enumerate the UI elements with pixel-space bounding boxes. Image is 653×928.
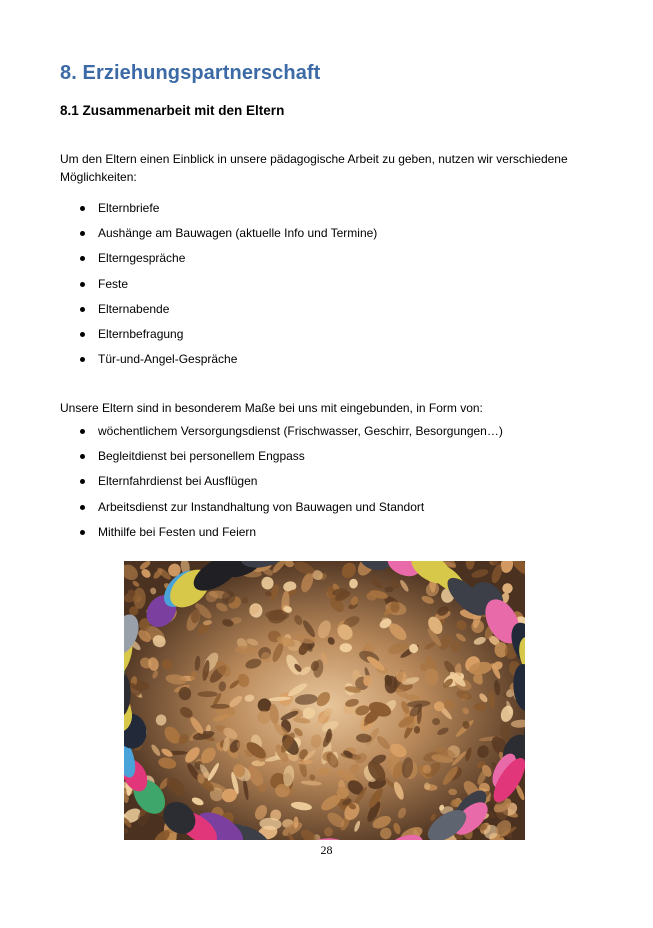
bullet-icon (80, 505, 85, 510)
list-item (60, 226, 377, 241)
bullet-icon (80, 256, 85, 261)
list-item (60, 449, 503, 464)
list-item (60, 201, 377, 216)
leaf (197, 691, 217, 697)
involvement-paragraph: Unsere Eltern sind in besonderem Maße bei uns mit eingebunden, in Form von: (60, 401, 483, 415)
section-heading: 8. Erziehungspartnerschaft (60, 62, 321, 84)
photo-image (124, 561, 525, 840)
list-item (60, 327, 377, 342)
list-item-text: Elterngespräche (98, 251, 186, 266)
list-item-text: Arbeitsdienst zur Instandhaltung von Bauwagen und Standort (98, 499, 425, 514)
list-item (60, 251, 377, 266)
list-item (60, 277, 377, 292)
list-item-text: Mithilfe bei Festen und Feiern (98, 524, 257, 539)
list-item-text: Aushänge am Bauwagen (aktuelle Info und Termine) (98, 226, 378, 241)
bullet-icon (80, 530, 85, 535)
list-item (60, 352, 377, 367)
list-item (60, 302, 377, 317)
list-item-text: Feste (98, 276, 129, 291)
leaf (261, 652, 271, 662)
leaf (474, 703, 486, 711)
bullet-icon (80, 429, 85, 434)
bullet-icon (80, 231, 85, 236)
bullet-icon (80, 357, 85, 362)
list-item (60, 424, 503, 439)
bullet-icon (80, 206, 85, 211)
photo-shoes-in-leaves (124, 561, 525, 840)
page-number: 28 (320, 843, 333, 857)
subsection-heading: 8.1 Zusammenarbeit mit den Eltern (60, 103, 285, 118)
involvement-list (60, 424, 503, 550)
bullet-icon (80, 454, 85, 459)
list-item-text: Elternbriefe (98, 201, 160, 215)
list-item-text: Elternbefragung (98, 326, 184, 341)
bullet-icon (80, 307, 85, 312)
bullet-icon (80, 282, 85, 287)
list-item (60, 500, 503, 515)
list-item-text: Elternabende (98, 301, 170, 316)
list-item-text: Elternfahrdienst bei Ausflügen (98, 474, 258, 489)
list-item (60, 474, 503, 489)
bullet-icon (80, 479, 85, 484)
intro-paragraph: Um den Eltern einen Einblick in unsere pädagogische Arbeit zu geben, nutzen wir verschiedene Möglichkeiten: (60, 152, 568, 184)
bullet-icon (80, 332, 85, 337)
list-item-text: wöchentlichem Versorgungsdienst (Frischwasser, Geschirr, Besorgungen…) (98, 424, 503, 438)
list-item-text: Begleitdienst bei personellem Engpass (98, 449, 305, 464)
communication-list (60, 201, 377, 377)
list-item-text: Tür-und-Angel-Gespräche (98, 352, 238, 367)
list-item (60, 525, 503, 540)
